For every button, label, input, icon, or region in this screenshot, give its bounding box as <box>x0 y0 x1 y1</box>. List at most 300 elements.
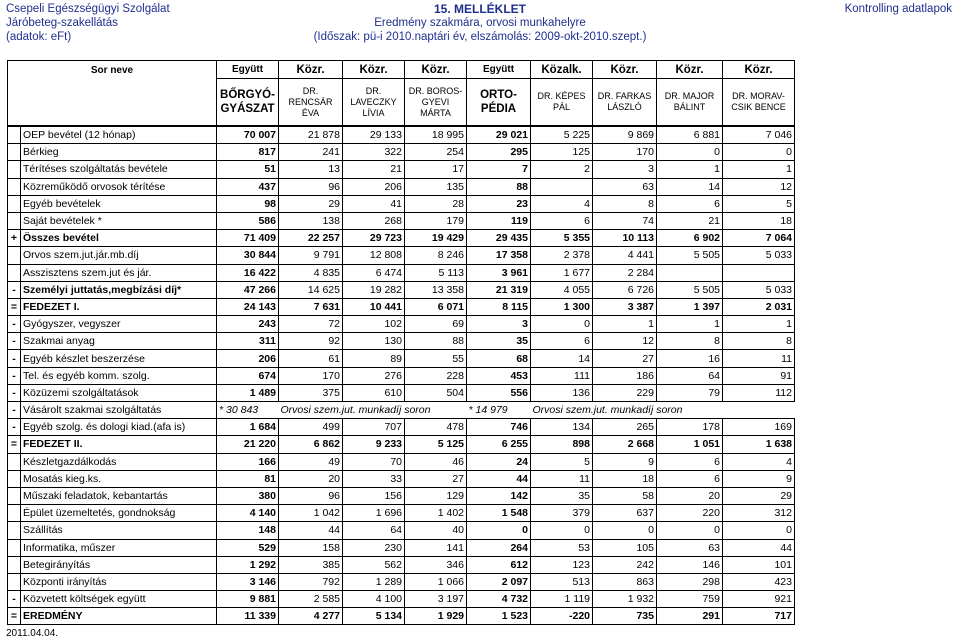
table-cell: 612 <box>467 556 531 573</box>
cell-note: Orvosi szem.jut. munkadíj soron <box>531 402 795 419</box>
table-cell: 6 881 <box>657 127 723 144</box>
table-cell: 178 <box>657 419 723 436</box>
table-cell: 0 <box>531 522 593 539</box>
table-cell: 119 <box>467 212 531 229</box>
table-cell: 123 <box>531 556 593 573</box>
table-cell: 71 409 <box>217 230 279 247</box>
table-cell: 27 <box>405 470 467 487</box>
table-cell: 3 197 <box>405 591 467 608</box>
table-row <box>8 522 795 539</box>
table-cell: 298 <box>657 573 723 590</box>
table-cell: 5 355 <box>531 230 593 247</box>
row-sign: - <box>8 419 21 436</box>
table-cell: 44 <box>723 539 795 556</box>
table-cell: 379 <box>531 505 593 522</box>
table-cell: 21 <box>657 212 723 229</box>
table-cell: 228 <box>405 367 467 384</box>
table-cell: 746 <box>467 419 531 436</box>
table-cell: 14 <box>657 178 723 195</box>
table-cell: 63 <box>657 539 723 556</box>
group-label: Közr. <box>279 61 343 79</box>
table-cell: 30 844 <box>217 247 279 264</box>
table-cell: 8 246 <box>405 247 467 264</box>
table-cell: 16 <box>657 350 723 367</box>
table-cell: 14 625 <box>279 281 343 298</box>
table-cell: 5 033 <box>723 247 795 264</box>
table-cell: 735 <box>593 608 657 625</box>
table-cell: 295 <box>467 144 531 161</box>
table-row <box>8 419 795 436</box>
table-cell: 1 <box>657 316 723 333</box>
table-cell <box>723 264 795 281</box>
table-cell: 1 066 <box>405 573 467 590</box>
row-sign <box>8 573 21 590</box>
table-cell: 92 <box>279 333 343 350</box>
table-cell: 264 <box>467 539 531 556</box>
period-note: (Időszak: pü-i 2010.naptári év, elszámolás: 2009-okt-2010.szept.) <box>313 31 647 43</box>
table-cell: 49 <box>279 453 343 470</box>
table-row <box>8 556 795 573</box>
row-label: Bérkieg <box>21 144 217 161</box>
table-cell: 44 <box>279 522 343 539</box>
table-cell: 17 358 <box>467 247 531 264</box>
row-label: Tel. és egyéb komm. szolg. <box>21 367 217 384</box>
table-cell: 98 <box>217 195 279 212</box>
table-cell: 610 <box>343 384 405 401</box>
result-table <box>7 60 795 625</box>
row-label: Vásárolt szakmai szolgáltatás <box>21 402 217 419</box>
table-cell: 96 <box>279 487 343 504</box>
table-cell: 21 878 <box>279 127 343 144</box>
group-label: Közr. <box>343 61 405 79</box>
row-header-cell <box>8 61 217 126</box>
table-cell: 169 <box>723 419 795 436</box>
table-cell: 8 <box>657 333 723 350</box>
table-cell: 3 <box>467 316 531 333</box>
header-org: Csepeli Egészségügyi Szolgálat <box>6 3 170 15</box>
table-cell: 18 <box>723 212 795 229</box>
table-cell: 19 282 <box>343 281 405 298</box>
column-header: DR. MAJOR BÁLINT <box>657 79 723 126</box>
cell-note: Orvosi szem.jut. munkadíj soron <box>279 402 467 419</box>
table-cell: 29 133 <box>343 127 405 144</box>
table-cell: 5 225 <box>531 127 593 144</box>
column-header: DR. LAVECZKY LÍVIA <box>343 79 405 126</box>
table-cell: 230 <box>343 539 405 556</box>
cell-note: * 14 979 <box>467 402 531 419</box>
row-sign: - <box>8 384 21 401</box>
table-cell: 1 <box>593 316 657 333</box>
table-cell: 89 <box>343 350 405 367</box>
table-cell: 2 284 <box>593 264 657 281</box>
table-cell: 35 <box>467 333 531 350</box>
table-cell: 385 <box>279 556 343 573</box>
table-cell: 13 <box>279 161 343 178</box>
table-cell: 0 <box>657 144 723 161</box>
table-cell: 13 358 <box>405 281 467 298</box>
table-cell: 44 <box>467 470 531 487</box>
table-cell: 79 <box>657 384 723 401</box>
table-cell: 1 402 <box>405 505 467 522</box>
row-sign <box>8 144 21 161</box>
table-cell: 1 638 <box>723 436 795 453</box>
row-label: Épület üzemeltetés, gondnokság <box>21 505 217 522</box>
table-cell: 58 <box>593 487 657 504</box>
table-cell: 276 <box>343 367 405 384</box>
table-cell: 453 <box>467 367 531 384</box>
row-sign: - <box>8 367 21 384</box>
table-cell: 6 <box>531 212 593 229</box>
row-label: Asszisztens szem.jut és jár. <box>21 264 217 281</box>
row-sign: = <box>8 298 21 315</box>
table-row <box>8 453 795 470</box>
table-cell: 0 <box>657 522 723 539</box>
row-label: Készletgazdálkodás <box>21 453 217 470</box>
table-cell: 6 <box>531 333 593 350</box>
table-cell: 6 862 <box>279 436 343 453</box>
table-cell: 21 220 <box>217 436 279 453</box>
table-cell: 102 <box>343 316 405 333</box>
table-cell: 1 042 <box>279 505 343 522</box>
table-cell: 6 474 <box>343 264 405 281</box>
row-label: Mosatás kieg.ks. <box>21 470 217 487</box>
row-label: EREDMÉNY <box>21 608 217 625</box>
table-cell: 11 <box>723 350 795 367</box>
table-cell: 513 <box>531 573 593 590</box>
table-cell: 12 <box>593 333 657 350</box>
group-label: Közr. <box>723 61 795 79</box>
table-cell: 5 505 <box>657 247 723 264</box>
row-sign: - <box>8 591 21 608</box>
row-sign <box>8 539 21 556</box>
table-cell: 88 <box>467 178 531 195</box>
table-cell: 1 523 <box>467 608 531 625</box>
table-cell: 206 <box>343 178 405 195</box>
table-cell: 11 <box>531 470 593 487</box>
table-row <box>8 402 795 419</box>
table-cell: 6 <box>657 195 723 212</box>
table-cell <box>657 264 723 281</box>
table-cell: 241 <box>279 144 343 161</box>
table-cell: 10 441 <box>343 298 405 315</box>
table-row <box>8 178 795 195</box>
row-sign <box>8 195 21 212</box>
row-header-label: Sor neve <box>90 65 134 76</box>
table-cell: 72 <box>279 316 343 333</box>
table-cell: 96 <box>279 178 343 195</box>
table-cell: 586 <box>217 212 279 229</box>
table-cell: 1 292 <box>217 556 279 573</box>
column-header: DR. FARKAS LÁSZLÓ <box>593 79 657 126</box>
table-row <box>8 281 795 298</box>
row-label: Egyéb szolg. és dologi kiad.(afa is) <box>21 419 217 436</box>
table-row <box>8 212 795 229</box>
table-cell: 1 397 <box>657 298 723 315</box>
table-cell: 105 <box>593 539 657 556</box>
table-cell: 69 <box>405 316 467 333</box>
table-cell: 0 <box>723 522 795 539</box>
table-cell: 3 <box>593 161 657 178</box>
table-cell: 1 696 <box>343 505 405 522</box>
table-cell: 22 257 <box>279 230 343 247</box>
table-cell: 6 <box>657 470 723 487</box>
table-cell: 9 791 <box>279 247 343 264</box>
table-cell: 47 266 <box>217 281 279 298</box>
table-cell: 1 548 <box>467 505 531 522</box>
table-cell: 1 932 <box>593 591 657 608</box>
table-cell: 206 <box>217 350 279 367</box>
table-cell: 863 <box>593 573 657 590</box>
table-row <box>8 539 795 556</box>
table-cell: 7 046 <box>723 127 795 144</box>
row-label: FEDEZET II. <box>21 436 217 453</box>
table-row <box>8 333 795 350</box>
table-cell: 138 <box>279 212 343 229</box>
row-label: Központi irányítás <box>21 573 217 590</box>
table-cell: 0 <box>467 522 531 539</box>
table-cell: 637 <box>593 505 657 522</box>
table-cell: 2 378 <box>531 247 593 264</box>
table-row <box>8 436 795 453</box>
table-cell: 6 726 <box>593 281 657 298</box>
table-cell: 311 <box>217 333 279 350</box>
header-center <box>0 2 960 44</box>
table-cell: 437 <box>217 178 279 195</box>
table-cell: 14 <box>531 350 593 367</box>
table-cell: 142 <box>467 487 531 504</box>
table-cell: 254 <box>405 144 467 161</box>
table-cell: 81 <box>217 470 279 487</box>
table-row <box>8 144 795 161</box>
table-row <box>8 264 795 281</box>
table-cell: 5 <box>723 195 795 212</box>
row-label: Személyi juttatás,megbízási díj* <box>21 281 217 298</box>
cell-note: * 30 843 <box>217 402 279 419</box>
table-cell: 5 033 <box>723 281 795 298</box>
row-sign: - <box>8 350 21 367</box>
table-cell: 74 <box>593 212 657 229</box>
table-cell: 6 071 <box>405 298 467 315</box>
table-cell: 125 <box>531 144 593 161</box>
table-cell: 8 <box>593 195 657 212</box>
table-cell: 19 429 <box>405 230 467 247</box>
table-cell: 70 007 <box>217 127 279 144</box>
table-cell: 166 <box>217 453 279 470</box>
table-cell: 7 064 <box>723 230 795 247</box>
row-label: Szakmai anyag <box>21 333 217 350</box>
table-cell: 33 <box>343 470 405 487</box>
column-header: ORTO-PÉDIA <box>467 79 531 126</box>
table-row <box>8 316 795 333</box>
table-cell: 4 441 <box>593 247 657 264</box>
page-subtitle: Eredmény szakmára, orvosi munkahelyre <box>374 17 586 29</box>
row-label: Betegirányítás <box>21 556 217 573</box>
table-cell: 29 021 <box>467 127 531 144</box>
row-label: Közreműködő orvosok térítése <box>21 178 217 195</box>
table-cell: 136 <box>531 384 593 401</box>
table-cell: 4 277 <box>279 608 343 625</box>
table-cell: 5 505 <box>657 281 723 298</box>
table-cell: 1 489 <box>217 384 279 401</box>
table-cell: 8 115 <box>467 298 531 315</box>
row-sign: - <box>8 402 21 419</box>
group-label: Közalk. <box>531 61 593 79</box>
table-cell: 186 <box>593 367 657 384</box>
table-row <box>8 195 795 212</box>
table-cell: 64 <box>343 522 405 539</box>
table-cell: 674 <box>217 367 279 384</box>
table-cell: 2 097 <box>467 573 531 590</box>
table-cell: 4 <box>723 453 795 470</box>
table-cell: 3 961 <box>467 264 531 281</box>
table-cell: 18 995 <box>405 127 467 144</box>
table-cell: 55 <box>405 350 467 367</box>
table-cell: 1 051 <box>657 436 723 453</box>
table-cell: 20 <box>279 470 343 487</box>
table-cell: 21 319 <box>467 281 531 298</box>
row-sign <box>8 247 21 264</box>
group-label: Együtt <box>467 61 531 79</box>
row-label: OEP bevétel (12 hónap) <box>21 127 217 144</box>
table-cell: 88 <box>405 333 467 350</box>
table-cell: 268 <box>343 212 405 229</box>
table-cell: 111 <box>531 367 593 384</box>
table-cell: 29 723 <box>343 230 405 247</box>
table-cell: 16 422 <box>217 264 279 281</box>
table-cell: 717 <box>723 608 795 625</box>
row-sign: - <box>8 316 21 333</box>
table-cell: 63 <box>593 178 657 195</box>
table-cell: 265 <box>593 419 657 436</box>
table-row <box>8 367 795 384</box>
table-cell: 7 <box>467 161 531 178</box>
table-cell: 529 <box>217 539 279 556</box>
table-row <box>8 470 795 487</box>
table-cell: 478 <box>405 419 467 436</box>
table-cell: 707 <box>343 419 405 436</box>
table-cell: 1 <box>657 161 723 178</box>
page-title: 15. MELLÉKLET <box>433 2 526 16</box>
table-cell: 243 <box>217 316 279 333</box>
table-cell: 27 <box>593 350 657 367</box>
footer-date: 2011.04.04. <box>6 628 59 639</box>
row-label: Orvos szem.jut.jár.mb.díj <box>21 247 217 264</box>
row-sign <box>8 212 21 229</box>
table-cell: 35 <box>531 487 593 504</box>
row-label: Szállítás <box>21 522 217 539</box>
table-cell: 68 <box>467 350 531 367</box>
row-sign <box>8 522 21 539</box>
table-row <box>8 350 795 367</box>
row-label: Összes bevétel <box>21 230 217 247</box>
table-cell: 141 <box>405 539 467 556</box>
row-sign <box>8 470 21 487</box>
table-cell: 817 <box>217 144 279 161</box>
table-cell: 556 <box>467 384 531 401</box>
table-cell: 21 <box>343 161 405 178</box>
table-cell: 346 <box>405 556 467 573</box>
table-cell: 135 <box>405 178 467 195</box>
table-cell: 101 <box>723 556 795 573</box>
row-sign <box>8 127 21 144</box>
table-cell: 322 <box>343 144 405 161</box>
group-label: Közr. <box>657 61 723 79</box>
table-cell: 112 <box>723 384 795 401</box>
table-cell: 10 113 <box>593 230 657 247</box>
table-cell: 5 134 <box>343 608 405 625</box>
table-cell: 921 <box>723 591 795 608</box>
table-cell: 2 <box>531 161 593 178</box>
table-cell: 1 677 <box>531 264 593 281</box>
row-sign <box>8 264 21 281</box>
group-label: Együtt <box>217 61 279 79</box>
table-cell: 4 <box>531 195 593 212</box>
group-label-row <box>8 61 795 79</box>
table-cell: 2 668 <box>593 436 657 453</box>
row-label: Egyéb készlet beszerzése <box>21 350 217 367</box>
table-cell: 130 <box>343 333 405 350</box>
table-cell: 4 732 <box>467 591 531 608</box>
table-cell: 11 339 <box>217 608 279 625</box>
table-cell: 3 146 <box>217 573 279 590</box>
table-cell: 0 <box>593 522 657 539</box>
table-cell: 64 <box>657 367 723 384</box>
row-label: Műszaki feladatok, kebantartás <box>21 487 217 504</box>
table-cell: 23 <box>467 195 531 212</box>
table-cell: 2 031 <box>723 298 795 315</box>
row-label: Gyógyszer, vegyszer <box>21 316 217 333</box>
row-label: Közüzemi szolgáltatások <box>21 384 217 401</box>
column-header: DR. MORAV-CSIK BENCE <box>723 79 795 126</box>
row-sign <box>8 487 21 504</box>
column-header: DR. RENCSÁR ÉVA <box>279 79 343 126</box>
table-cell: 9 881 <box>217 591 279 608</box>
table-cell: 9 869 <box>593 127 657 144</box>
table-cell: 9 <box>723 470 795 487</box>
table-cell: 5 113 <box>405 264 467 281</box>
table-cell: 759 <box>657 591 723 608</box>
row-label: Saját bevételek * <box>21 212 217 229</box>
table-cell: 41 <box>343 195 405 212</box>
table-cell: 792 <box>279 573 343 590</box>
table-cell: 6 902 <box>657 230 723 247</box>
row-label: FEDEZET I. <box>21 298 217 315</box>
table-cell: 3 387 <box>593 298 657 315</box>
table-cell: 28 <box>405 195 467 212</box>
table-cell: 9 <box>593 453 657 470</box>
row-label: Közvetett költségek együtt <box>21 591 217 608</box>
table-row <box>8 608 795 625</box>
table-cell: 70 <box>343 453 405 470</box>
table-cell: 499 <box>279 419 343 436</box>
table-cell: 1 300 <box>531 298 593 315</box>
table-row <box>8 384 795 401</box>
table-cell: 1 <box>723 316 795 333</box>
row-sign: = <box>8 436 21 453</box>
column-header: DR. BOROS-GYEVI MÁRTA <box>405 79 467 126</box>
group-label: Közr. <box>593 61 657 79</box>
table-row <box>8 127 795 144</box>
table-cell: 1 929 <box>405 608 467 625</box>
table-cell: 4 140 <box>217 505 279 522</box>
table-cell: 29 <box>279 195 343 212</box>
table-cell: 12 808 <box>343 247 405 264</box>
table-cell: 5 125 <box>405 436 467 453</box>
table-cell: -220 <box>531 608 593 625</box>
table-cell: 12 <box>723 178 795 195</box>
table-cell: 5 <box>531 453 593 470</box>
table-cell: 562 <box>343 556 405 573</box>
